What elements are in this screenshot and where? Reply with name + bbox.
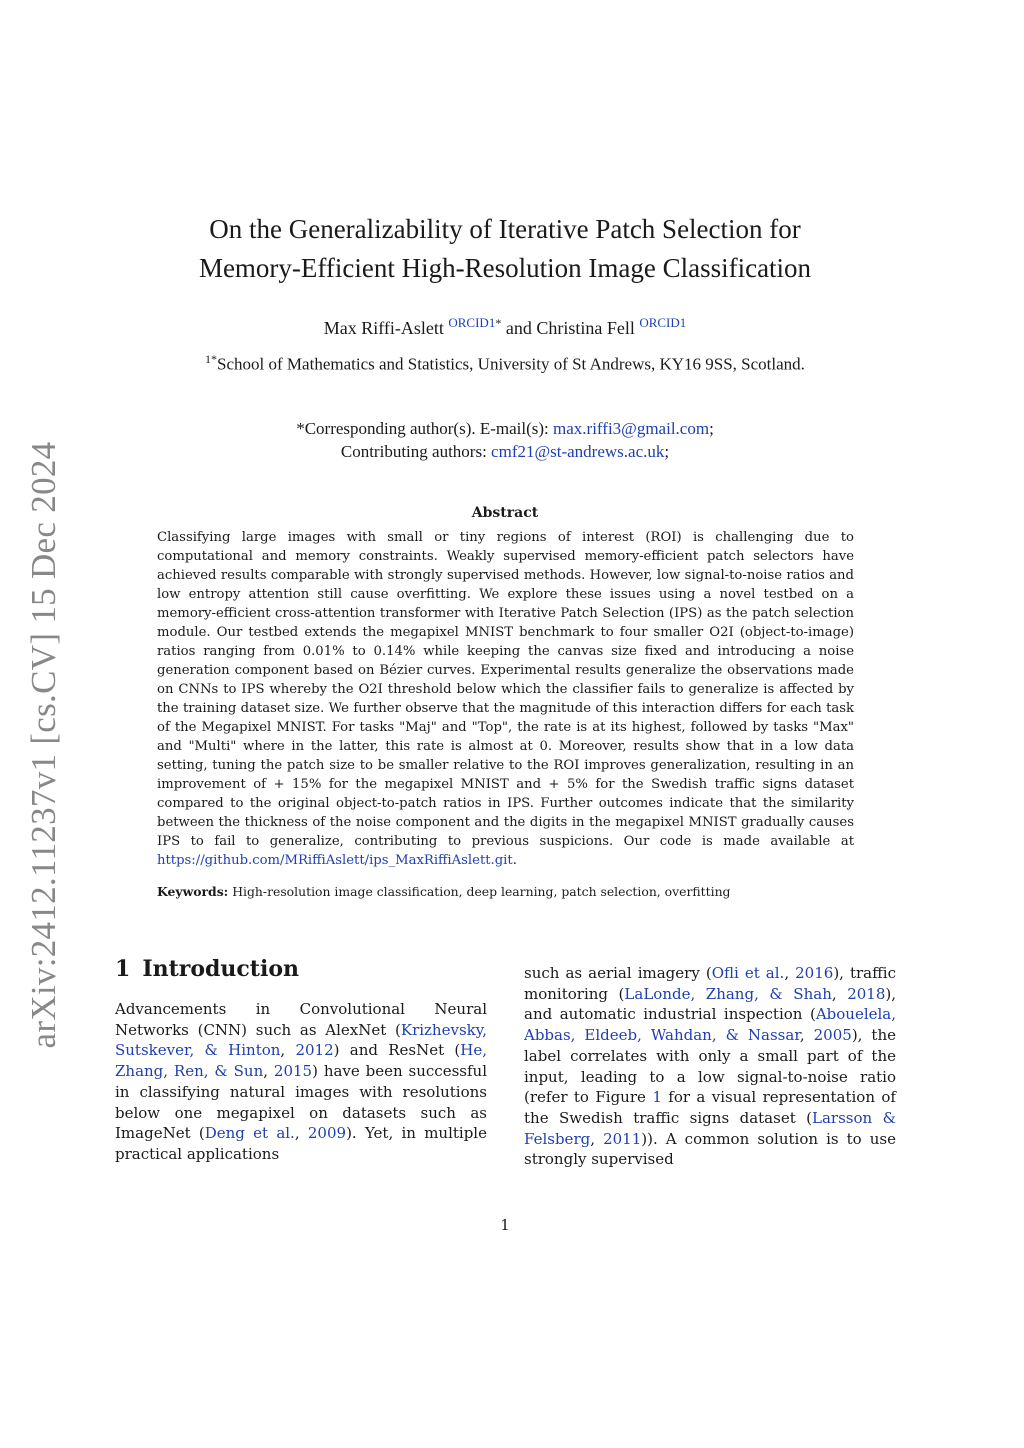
body-column-left [115,999,487,1165]
body-column-right [524,963,896,1170]
citation-year-link[interactable]: 2005 [813,1026,852,1045]
affiliation-text: School of Mathematics and Statistics, University of St Andrews, KY16 9SS, Scotland. [217,354,805,374]
body-text: Advancements in Convolutional Neural Networks (CNN) such as AlexNet ( [115,1000,487,1039]
email-link[interactable]: cmf21@st-andrews.ac.uk [491,442,665,461]
affiliation [100,352,910,375]
body-text: )). A common solution is to use strongly supervised [524,1129,896,1169]
citation-year-link[interactable]: 2015 [273,1062,313,1081]
section-heading [115,956,299,982]
citation-link[interactable]: Larsson & Felsberg [524,1108,897,1148]
author-name: Max Riffi-Aslett [323,318,444,338]
citation-link[interactable]: He, Zhang, Ren, & Sun [115,1041,487,1081]
abstract-text [157,528,854,870]
page-number: 1 [500,1216,510,1234]
punctuation: ; [664,442,670,461]
citation-link[interactable]: LaLonde, Zhang, & Shah [624,984,832,1003]
corresponding-mark: * [495,316,502,330]
citation-year-link[interactable]: 2018 [847,984,886,1003]
arxiv-stamp: arXiv:2412.11237v1 [cs.CV] 15 Dec 2024 [24,441,63,1049]
section-title: Introduction [142,956,299,982]
title-line-1: On the Generalizability of Iterative Patch Selection for [209,214,801,244]
body-text: for a visual representation of the Swedish traffic signs dataset ( [524,1088,896,1127]
body-text: ) and ResNet ( [333,1041,461,1060]
citation-link[interactable]: Abouelela, Abbas, Eldeeb, Wahdan, & Nassar [524,1005,896,1045]
body-text: , [280,1041,296,1060]
body-text: , [784,964,796,982]
title-line-2: Memory-Efficient High-Resolution Image Classification [198,253,812,283]
citation-year-link[interactable]: 2016 [795,964,834,982]
author-name: Christina Fell [536,318,635,338]
keywords-text: High-resolution image classification, deep learning, patch selection, overfitting [228,884,731,899]
body-text: ), and automatic industrial inspection ( [524,984,896,1024]
contributing-label: Contributing authors: [340,442,492,461]
abstract-body-text: Classifying large images with small or tiny regions of interest (ROI) is challenging due to computational and memory constraints. Weakly supervised memory-efficient patch selectors have achieved results comparable with strongly supervised methods. However, low signal-to-noise ratios and low entropy attention still cause overfitting. We explore these issues using a novel testbed on a memory-efficient cross-attention transformer with Iterative Patch Selection (IPS) as the patch selection module. Our testbed extends the megapixel MNIST benchmark to four smaller O2I (object-to-image) ratios ranging from 0.01% to 0.14% while keeping the canvas size fixed and introducing a noise generation component based on Bézier curves. Experimental results generalize the observations made on CNNs to IPS whereby the O2I threshold below which the classifier fails to generalize is affected by the training dataset size. We further observe that the magnitude of this interaction differs for each task of the Megapixel MNIST. For tasks "Maj" and "Top", the rate is at its highest, followed by tasks "Max" and "Multi" where in the latter, this rate is almost at 0. Moreover, results show that in a low data setting, tuning the patch size to be smaller relative to the ROI improves generalization, resulting in an improvement of + 15% for the megapixel MNIST and + 5% for the Swedish traffic signs dataset compared to the original object-to-patch ratios in IPS. Further outcomes indicate that the similarity between the thickness of the noise component and the digits in the megapixel MNIST gradually causes IPS to fail to generalize, contributing to previous suspicions. Our code is made available at [157,530,854,849]
citation-year-link[interactable]: 2012 [295,1041,334,1060]
corresponding-label: *Corresponding author(s). E-mail(s): [296,419,554,438]
keywords-label: Keywords: [157,884,229,899]
body-text: , [799,1026,814,1045]
body-text: ) have been successful in classifying natural images with resolutions below one megapixel on datasets such as ImageNet ( [115,1062,487,1143]
email-link[interactable]: max.riffi3@gmail.com [553,419,710,438]
body-text: ), the label correlates with only a small part of the input, leading to a low signal-to-noise ratio (refer to Figure [524,1026,896,1107]
orcid-link[interactable]: ORCID1 [448,315,496,330]
affiliation-mark: 1* [205,352,218,366]
figure-reference-link[interactable]: 1 [652,1088,662,1107]
contact-info [120,417,890,463]
citation-link[interactable]: Ofli et al. [711,964,785,982]
author-conjunction: and [505,318,532,338]
body-text: , [831,984,848,1003]
orcid-link[interactable]: ORCID1 [639,315,687,330]
body-text: , [294,1124,308,1143]
body-text: , [590,1129,604,1148]
body-text: , [263,1062,274,1081]
body-text: ). Yet, in multiple practical applications [115,1124,487,1163]
citation-year-link[interactable]: 2011 [603,1129,642,1148]
body-text: such as aerial imagery ( [524,964,712,982]
section-number: 1 [115,956,131,982]
body-text: ), traffic monitoring ( [524,964,896,1003]
punctuation: . [512,853,517,868]
punctuation: ; [709,419,714,438]
keywords [157,884,854,899]
citation-year-link[interactable]: 2009 [307,1124,347,1143]
author-list [120,315,890,339]
citation-link[interactable]: Krizhevsky, Sutskever, & Hinton [115,1020,487,1060]
abstract-heading: Abstract [471,505,539,521]
citation-link[interactable]: Deng et al. [204,1124,295,1143]
paper-title [120,210,890,288]
code-repo-link[interactable]: https://github.com/MRiffiAslett/ips_MaxRiffiAslett.git [157,853,513,868]
